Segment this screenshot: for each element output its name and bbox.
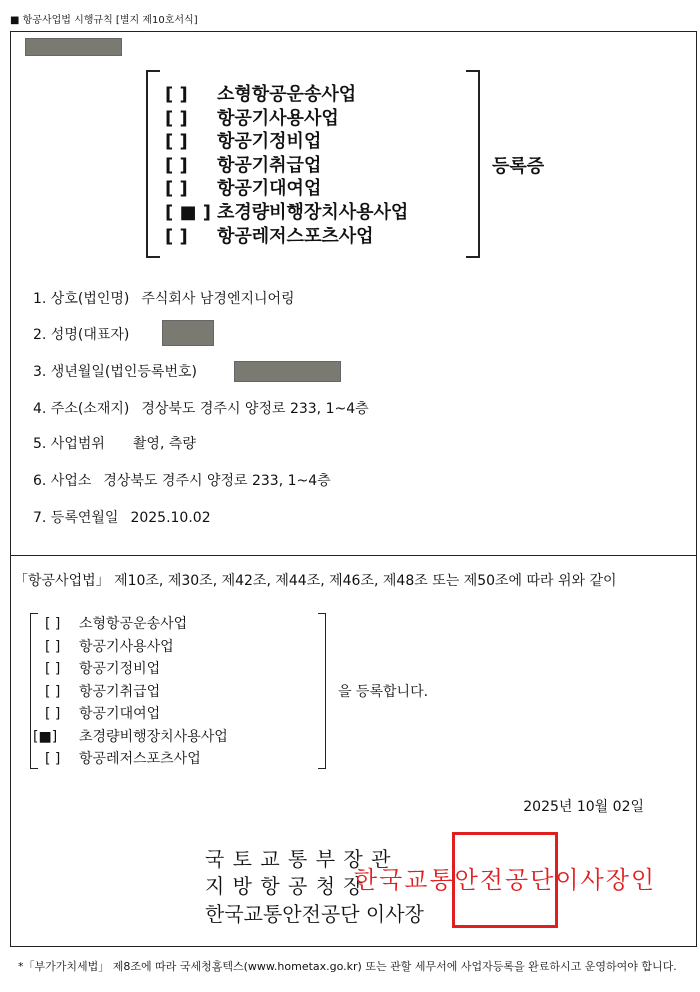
business-type-label: 소형항공운송사업 [79,616,188,632]
title-item [165,222,374,248]
business-type-label: 항공기취급업 [217,154,322,176]
list-left-bracket [30,613,38,769]
issue-date: 2025년 10월 02일 [523,799,644,815]
checkbox: [ ■ ] [165,202,211,223]
business-type-label: 항공기취급업 [79,683,161,700]
checkbox: [ ] [165,107,188,129]
list-item [45,613,187,633]
title-item [165,127,321,153]
checkbox: [ ] [45,638,61,655]
business-type-label: 항공기정비업 [217,131,322,153]
form-label: ■ 항공사업법 시행규칙 [별지 제10호서식] [10,15,198,26]
field-row [33,470,331,490]
field-value: 2025.10.02 [130,510,211,526]
business-type-label: 항공기정비업 [79,661,161,677]
field-value: 주식회사 남경엔지니어링 [141,291,295,307]
business-type-label: 초경량비행장치사용사업 [217,202,409,223]
field-label: 3. 생년월일(법인등록번호) [33,364,197,380]
business-type-label: 항공레저스포츠사업 [79,751,201,767]
field-value: 촬영, 측량 [132,436,196,452]
checkbox: [ ] [45,706,61,722]
register-statement: 을 등록합니다. [338,684,429,700]
business-type-label: 항공기대여업 [79,706,161,722]
checkbox: [ ] [165,178,188,200]
title-item [165,80,356,106]
list-item [33,726,228,746]
field-label: 1. 상호(법인명) [33,291,130,307]
checkbox: [ ] [165,84,188,105]
field-label: 6. 사업소 [33,473,92,489]
checkbox: [ ] [165,154,188,176]
field-value: 경상북도 경주시 양정로 233, 1~4층 [141,401,369,417]
authority-line-3: 한국교통안전공단 이사장 [205,902,424,926]
authority-line-2: 지 방 항 공 청 장 [205,874,364,898]
title-item [165,174,321,200]
business-type-label: 소형항공운송사업 [217,84,357,105]
section-divider [10,555,697,556]
business-type-label: 초경량비행장치사용사업 [79,728,228,745]
checkbox: [ ] [45,616,61,632]
checkbox: [ ] [165,225,188,247]
right-bracket [466,70,480,258]
business-type-label: 항공레저스포츠사업 [217,225,374,247]
title-item [165,198,408,224]
legal-basis-text: 「항공사업법」 제10조, 제30조, 제42조, 제44조, 제46조, 제48조 또는 제50조에 따라 위와 같이 [14,573,617,589]
checkbox: [ ] [45,683,61,700]
checkbox: [ ] [45,661,61,677]
left-bracket [146,70,160,258]
redacted-representative-name [162,320,214,346]
field-label: 5. 사업범위 [33,436,105,452]
official-seal: 한국교통안전공단이사장인 [452,832,558,928]
field-row [33,398,369,418]
checkbox: [■] [33,728,58,745]
redacted-registration-number [25,38,122,56]
checkbox: [ ] [45,751,61,767]
list-item [45,703,160,723]
list-item [45,748,201,768]
list-item [45,681,160,701]
business-type-label: 항공기대여업 [217,178,322,200]
field-row [33,433,196,453]
field-row [33,288,295,308]
field-row [33,361,209,381]
business-type-label: 항공기사용사업 [79,638,174,655]
title-item [165,151,321,177]
title-item [165,104,339,130]
field-label: 2. 성명(대표자) [33,327,130,343]
list-item [45,658,160,678]
field-label: 7. 등록연월일 [33,510,119,526]
checkbox: [ ] [165,131,188,153]
list-right-bracket [318,613,326,769]
footnote: *「부가가치세법」 제8조에 따라 국세청홈텍스(www.hometax.go.kr) 또는 관할 세무서에 사업자등록을 완료하시고 운영하여야 합니다. [18,960,677,973]
redacted-corporate-number [234,361,341,382]
list-item [45,636,174,656]
field-value: 경상북도 경주시 양정로 233, 1~4층 [103,473,331,489]
field-label: 4. 주소(소재지) [33,401,130,417]
field-row [33,507,211,527]
certificate-title-suffix: 등록증 [492,156,545,177]
business-type-label: 항공기사용사업 [217,107,339,129]
field-row [33,324,141,344]
authority-line-1: 국 토 교 통 부 장 관 [205,847,392,871]
